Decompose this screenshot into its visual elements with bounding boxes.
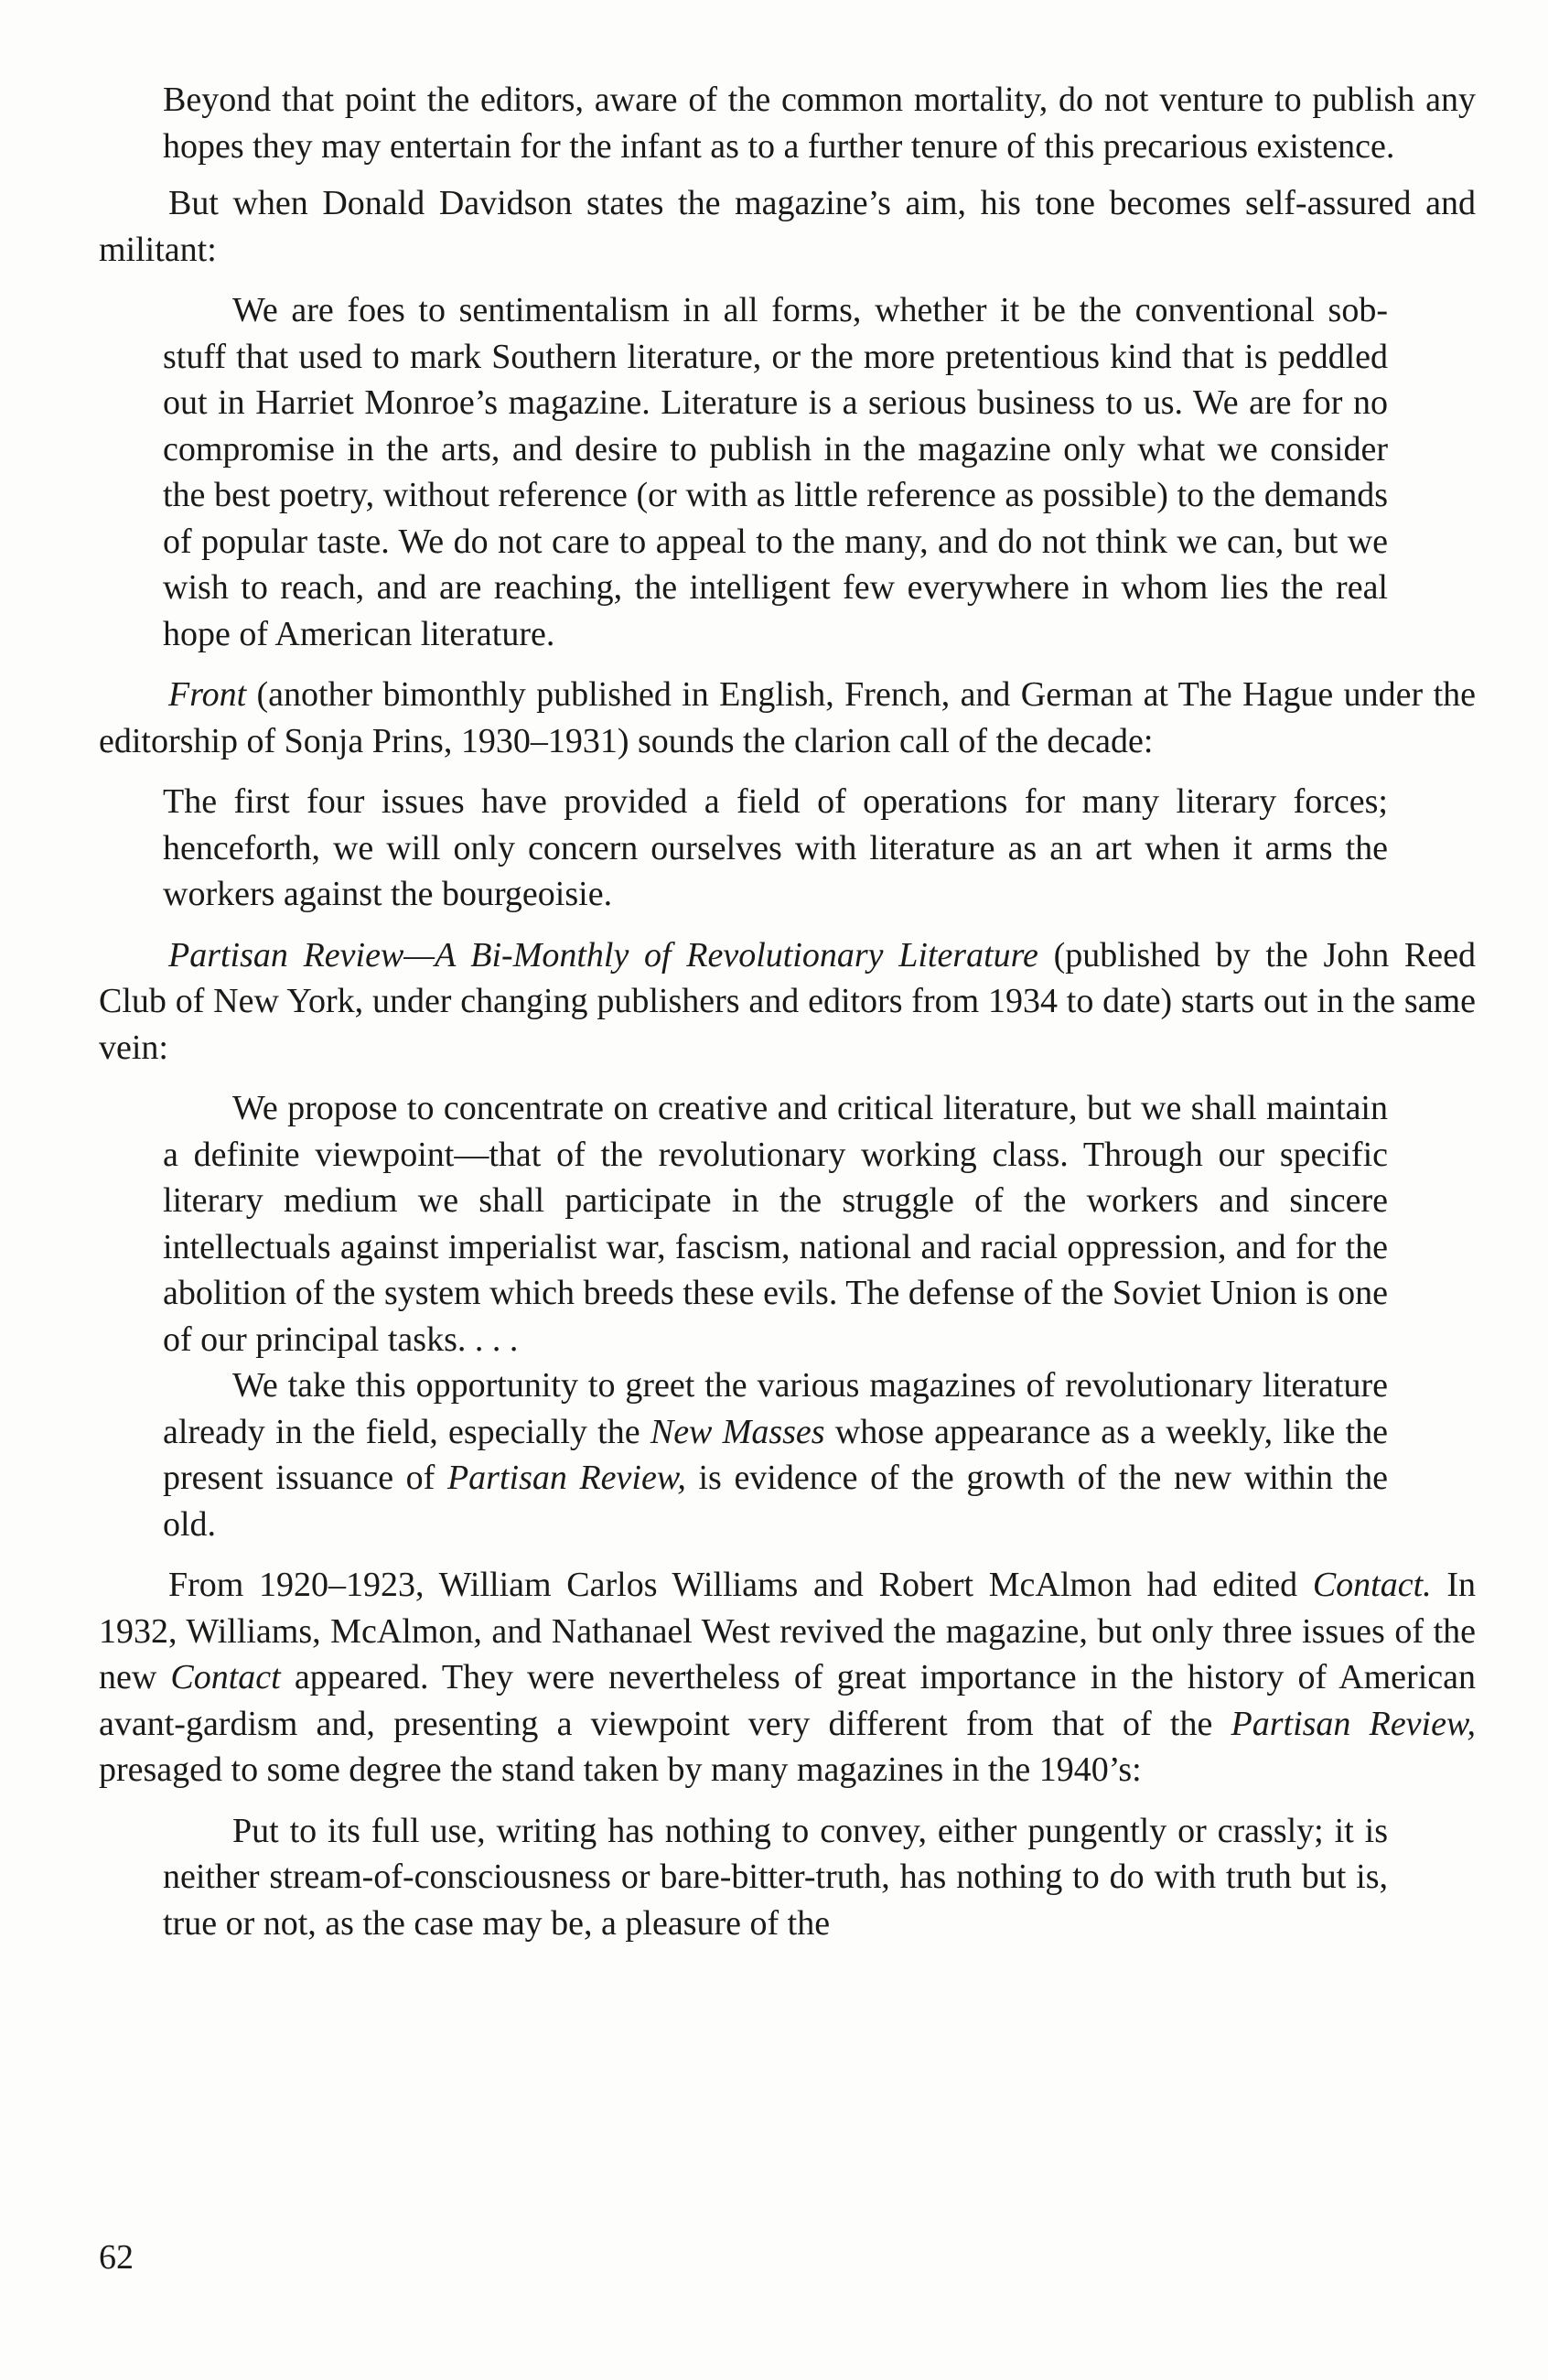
blockquote-contact <box>163 1808 1388 1947</box>
blockquote-text: We are foes to sentimentalism in all forms, whether it be the conventional sob-stuff that used to mark Southern literature, or the more pretentious kind that is peddled out in Harriet Monroe’s magazine. Literature is a serious business to us. We are for no compromise in the arts, and desire to publish in the magazine only what we consider the best poetry, without reference (or with as little reference as possible) to the demands of popular taste. We do not care to appeal to the many, and do not think we can, but we wish to reach, and are reaching, the intelligent few everywhere in whom lies the real hope of American literature. <box>163 291 1388 653</box>
magazine-title-partisan-review: Partisan Review, <box>1231 1704 1476 1743</box>
magazine-title-partisan-review: Partisan Review, <box>446 1459 686 1497</box>
blockquote-text: We propose to concentrate on creative and critical literature, but we shall maintain a definite viewpoint—that of the revolutionary working class. Through our specific literary medium we shall participate in the struggle of the workers and sincere intellectuals against imperialist war, fascism, national and racial oppression, and for the abolition of the system which breeds these evils. The defense of the Soviet Union is one of our principal tasks. . . . <box>163 1089 1388 1359</box>
blockquote-partisan-review <box>163 1085 1388 1547</box>
paragraph-front <box>99 672 1476 764</box>
paragraph-contact <box>99 1562 1476 1793</box>
blockquote-text: The first four issues have provided a field of operations for many literary forces; henceforth, we will only concern ourselves with literature as an art when it arms the workers against the bourgeoisie. <box>163 782 1388 913</box>
paragraph-partisan-review <box>99 932 1476 1072</box>
magazine-title-contact: Contact <box>170 1658 281 1696</box>
text-segment: appeared. They were nevertheless of great importance in the history of American avant-gardism and, presenting a viewpoint very different from that of the <box>99 1658 1476 1743</box>
magazine-title-contact: Contact. <box>1312 1566 1432 1604</box>
magazine-title-partisan-review: Partisan Review—A Bi-Monthly of Revolutionary Literature <box>168 935 1038 975</box>
magazine-title-front: Front <box>168 675 247 714</box>
magazine-title-new-masses: New Masses <box>650 1412 825 1451</box>
page-body <box>99 77 1476 1961</box>
text-segment: presaged to some degree the stand taken by many magazines in the 1940’s: <box>99 1750 1142 1789</box>
text-segment: We take this opportunity to greet the various magazines of revolutionary literature already in the field, especially the <box>163 1366 1388 1451</box>
page-number: 62 <box>99 2238 134 2277</box>
blockquote-front <box>163 779 1388 918</box>
paragraph-text: (published by the John Reed Club of New York, under changing publishers and editors from 1934 to date) starts out in the same vein: <box>99 935 1476 1067</box>
text-segment: In 1932, Williams, McAlmon, and Nathanael West revived the magazine, but only three issues of the new <box>99 1566 1477 1696</box>
text-segment: whose appearance as a weekly, like the present issuance of <box>163 1412 1388 1497</box>
blockquote-text: Put to its full use, writing has nothing to convey, either pungently or crassly; it is neither stream-of-consciousness or bare-bitter-truth, has nothing to do with truth but is, true or not, as the case may be, a pleasure of the <box>163 1811 1388 1943</box>
blockquote-text-2 <box>163 1362 1388 1547</box>
blockquote-fugitive <box>163 287 1388 657</box>
paragraph-davidson-intro: But when Donald Davidson states the magazine’s aim, his tone becomes self-assured and militant: <box>99 184 1476 269</box>
paragraph-quote-continuation: Beyond that point the editors, aware of the common mortality, do not venture to publish any hopes they may entertain for the infant as to a further tenure of this precarious existence. <box>163 81 1476 166</box>
text-segment: is evidence of the growth of the new within the old. <box>163 1459 1389 1544</box>
paragraph-text: (another bimonthly published in English, French, and German at The Hague under the editorship of Sonja Prins, 1930–1931) sounds the clarion call of the decade: <box>99 675 1476 760</box>
text-segment: From 1920–1923, William Carlos Williams and Robert McAlmon had edited <box>168 1566 1313 1604</box>
